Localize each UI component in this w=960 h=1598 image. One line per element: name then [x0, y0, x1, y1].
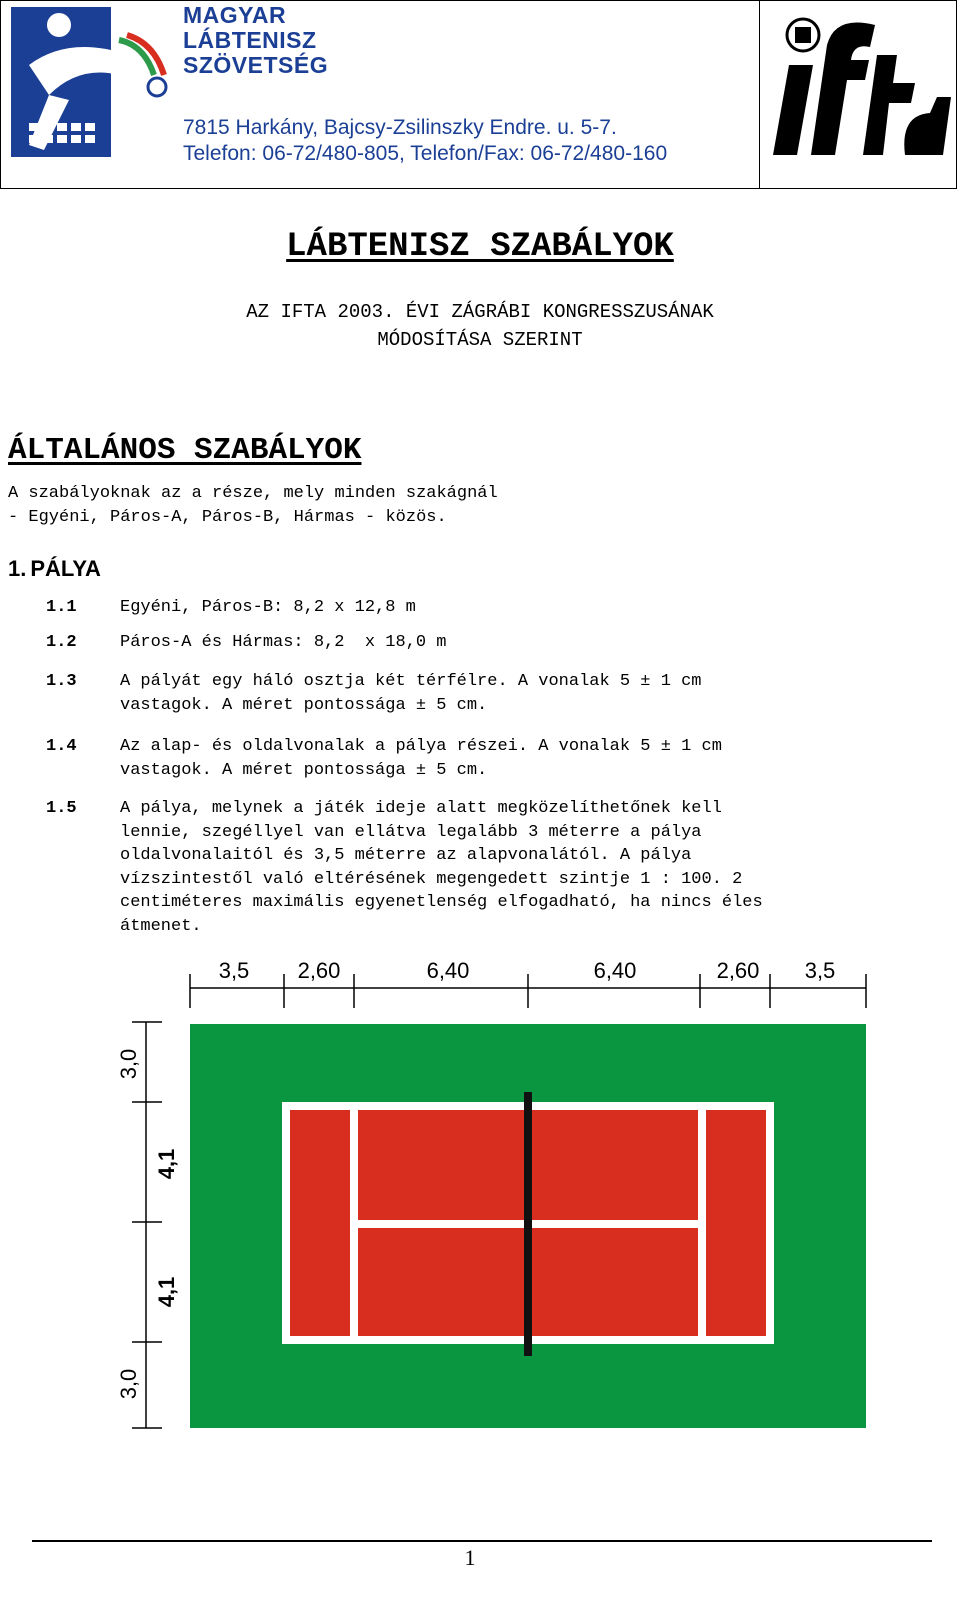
side-dim-label: 4,1	[154, 1148, 179, 1180]
subtitle-line-2: MÓDOSÍTÁSA SZERINT	[377, 329, 583, 351]
pitch-heading-number: 1.	[8, 556, 27, 581]
section-title: ÁLTALÁNOS SZABÁLYOK	[8, 433, 362, 468]
rule-number: 1.4	[46, 737, 77, 756]
top-dim-label: 3,5	[804, 958, 836, 983]
top-dimension-ticks	[190, 974, 866, 1008]
rule-text: Az alap- és oldalvonalak a pálya részei. A vonalak 5 ± 1 cm vastagok. A méret pontossága ± 5 cm.	[120, 737, 722, 780]
intro-text	[8, 482, 908, 530]
rule-text: Páros-A és Hármas: 8,2 x 18,0 m	[120, 633, 447, 652]
intro-line-1: A szabályoknak az a része, mely minden szakágnál	[8, 484, 498, 503]
top-dim-label: 6,40	[426, 958, 470, 983]
rule-text: Egyéni, Páros-B: 8,2 x 12,8 m	[120, 598, 416, 617]
rule-number: 1.2	[46, 633, 77, 652]
court-back-zone-right	[706, 1110, 766, 1336]
org-name-line-3: SZÖVETSÉG	[183, 52, 329, 78]
pitch-heading	[8, 556, 101, 582]
top-dim-label: 2,60	[716, 958, 760, 983]
rule-number: 1.5	[46, 799, 77, 818]
page-number: 1	[464, 1545, 476, 1570]
document-subtitle	[0, 298, 960, 354]
rule-text: A pályát egy háló osztja két térfélre. A vonalak 5 ± 1 cm vastagok. A méret pontossága ± 5 cm.	[120, 672, 702, 715]
rule-text: A pálya, melynek a játék ideje alatt megközelíthetőnek kell lennie, szegéllyel van ellátva legalább 3 méterre a pálya oldalvonalaitól és 3,5 méterre az alapvonalától. A pálya vízszintestől való eltérésének megengedett szintje 1 : 100. 2 centiméteres maximális egyenetlenség elfogadható, ha nincs éles átmenet.	[120, 799, 763, 936]
footballer-logo-icon	[9, 5, 169, 165]
top-dim-label: 2,60	[297, 958, 341, 983]
court-net	[524, 1092, 532, 1356]
phone: Telefon: 06-72/480-805, Telefon/Fax: 06-72/480-160	[183, 142, 668, 165]
court-diagram	[110, 952, 910, 1442]
court-back-zone-left	[290, 1110, 350, 1336]
org-name-line-2: LÁBTENISZ	[183, 27, 317, 53]
contact-info	[183, 115, 667, 167]
side-dim-label: 3,0	[116, 1368, 141, 1400]
top-dim-label: 3,5	[218, 958, 250, 983]
letterhead	[0, 0, 957, 189]
org-name-line-1: MAGYAR	[183, 2, 287, 28]
side-dimension-ticks	[132, 1022, 162, 1428]
intro-line-2: - Egyéni, Páros-A, Páros-B, Hármas - közös.	[8, 508, 447, 527]
address: 7815 Harkány, Bajcsy-Zsilinszky Endre. u. 5-7.	[183, 116, 617, 139]
header-divider	[759, 1, 760, 188]
side-dim-label: 3,0	[116, 1048, 141, 1080]
side-dim-label: 4,1	[154, 1276, 179, 1308]
rule-number: 1.3	[46, 672, 77, 691]
footer-rule	[32, 1540, 932, 1542]
document-title: LÁBTENISZ SZABÁLYOK	[286, 228, 674, 266]
subtitle-line-1: AZ IFTA 2003. ÉVI ZÁGRÁBI KONGRESSZUSÁNAK	[246, 301, 714, 323]
pitch-heading-label: PÁLYA	[30, 556, 101, 581]
ifta-logo-icon	[765, 5, 955, 175]
top-dim-label: 6,40	[593, 958, 637, 983]
org-name	[183, 3, 328, 78]
rule-number: 1.1	[46, 598, 77, 617]
